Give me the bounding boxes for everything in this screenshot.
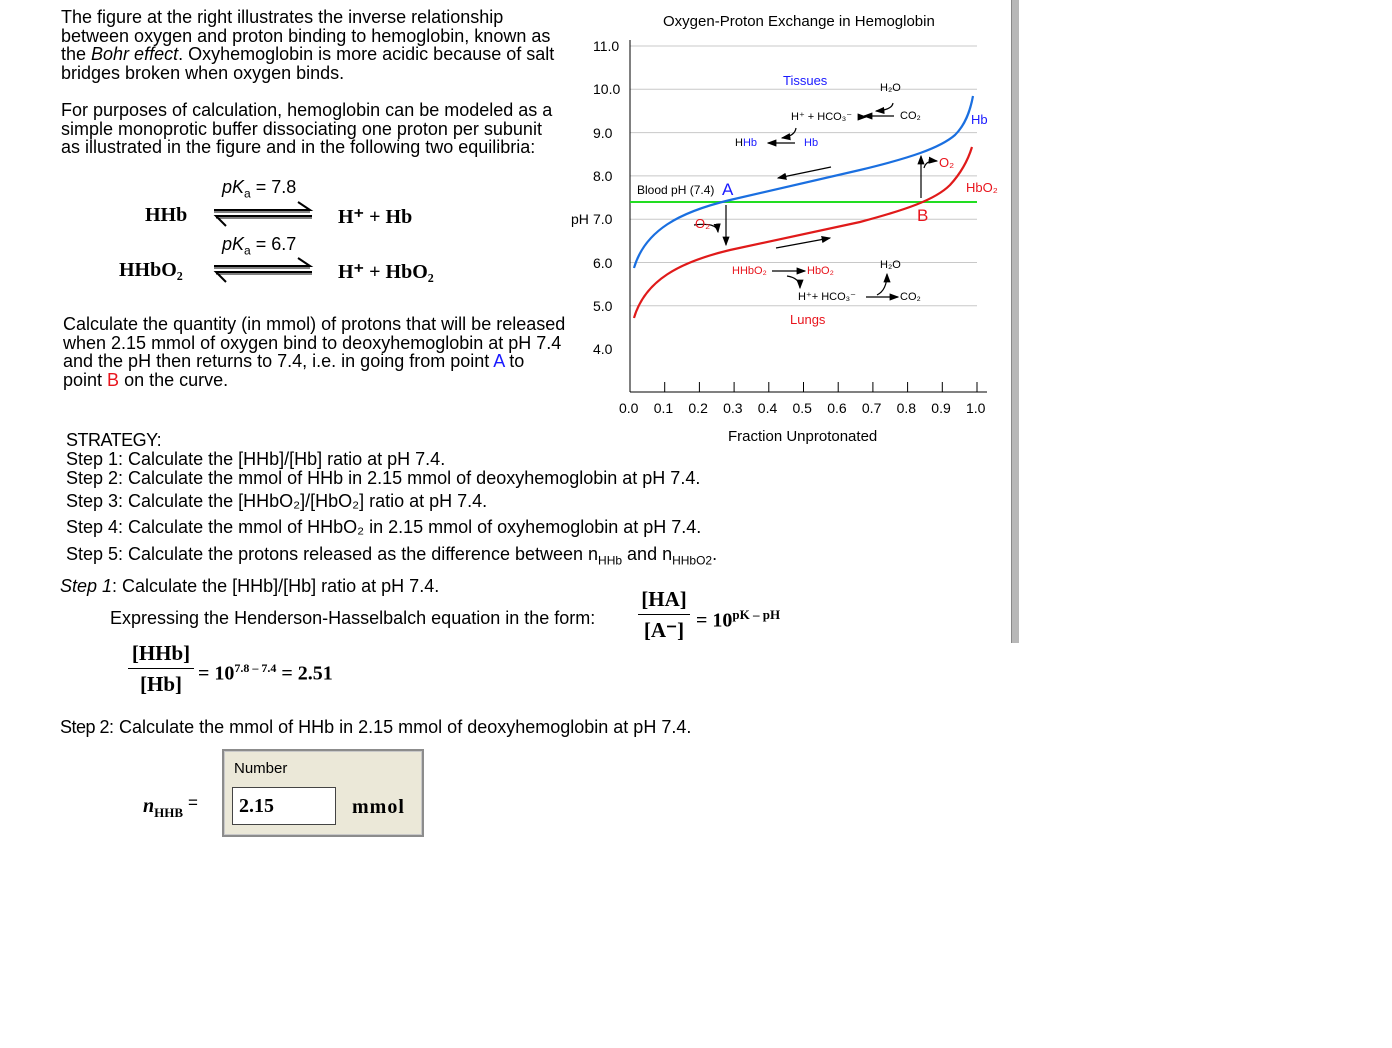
o2-label: O₂	[939, 155, 955, 170]
o2-label: O₂	[695, 216, 711, 231]
strategy-step: Step 2: Calculate the mmol of HHb in 2.15 mmol of deoxyhemoglobin at pH 7.4.	[66, 468, 701, 488]
x-tick-label: 1.0	[966, 400, 986, 416]
text-line: For purposes of calculation, hemoglobin can be modeled as a	[61, 100, 553, 120]
chem-label: H⁺+ HCO₃⁻	[798, 291, 856, 303]
y-axis-label: pH	[571, 211, 589, 227]
chem-label: H₂O	[880, 259, 901, 271]
ratio-fraction	[128, 641, 194, 697]
t: HHbO2	[672, 553, 713, 568]
point-b-label: B	[917, 206, 929, 225]
t: HHb	[598, 553, 623, 568]
point-a-ref: A	[493, 351, 505, 371]
x-tick-label: 0.5	[792, 400, 812, 416]
t: Step 1	[60, 576, 113, 596]
y-tick-label: 4.0	[593, 341, 613, 358]
strategy-heading: STRATEGY:	[66, 430, 162, 450]
hh-fraction	[638, 587, 690, 643]
vertical-scrollbar[interactable]	[1011, 0, 1019, 643]
chem-label: HbO₂	[807, 265, 834, 277]
t: a	[244, 186, 251, 201]
t: 7.8 – 7.4	[234, 661, 277, 675]
number-label: Number	[234, 760, 288, 777]
text-line: between oxygen and proton binding to hemoglobin, known as	[61, 25, 551, 46]
t: HHB	[154, 805, 184, 820]
x-tick-label: 0.6	[827, 400, 847, 416]
y-tick-label: 5.0	[593, 297, 613, 314]
step2-heading	[60, 718, 691, 737]
equilibrium-1-right: H⁺ + Hb	[338, 206, 413, 228]
t: = 10	[696, 609, 733, 632]
x-tick-label: 0.1	[653, 400, 674, 416]
ratio-result	[198, 661, 333, 686]
t: a	[244, 243, 251, 258]
text-line: as illustrated in the figure and in the following two equilibria:	[61, 137, 536, 157]
x-ticks	[630, 382, 977, 392]
chem-label: HHb	[735, 137, 758, 149]
t: = 7.8	[250, 177, 297, 197]
text-line: Calculate the quantity (in mmol) of protons that will be released	[63, 314, 566, 334]
chart-title: Oxygen-Proton Exchange in Hemoglobin	[663, 13, 935, 30]
text-line: The figure at the right illustrates the inverse relationship	[61, 7, 504, 27]
strategy-step: Step 3: Calculate the [HHbO₂]/[HbO₂] ratio at pH 7.4.	[66, 490, 488, 511]
t: . Oxyhemoglobin is more acidic because of salt	[178, 44, 555, 64]
hbo2-curve-label: HbO₂	[966, 180, 998, 195]
step1-heading	[60, 577, 439, 596]
lungs-label: Lungs	[790, 312, 826, 327]
t: to	[504, 351, 525, 371]
answer-box	[222, 749, 424, 837]
y-tick-label: 11.0	[593, 38, 620, 54]
x-tick-label: 0.3	[723, 400, 743, 416]
x-tick-label: 0.4	[757, 400, 778, 416]
t: .	[712, 543, 718, 564]
x-tick-label: 0.2	[688, 400, 708, 416]
n-hhb-label	[143, 793, 198, 821]
t: point	[63, 369, 108, 390]
x-tick-label: 0.0	[619, 400, 639, 416]
equilibrium-2-left: HHbO₂	[119, 259, 183, 281]
y-tick-label: 8.0	[593, 167, 613, 184]
x-tick-label: 0.7	[861, 400, 882, 416]
chem-label: HHbO₂	[732, 265, 767, 277]
numerator: [HHb]	[131, 641, 191, 665]
y-tick-label: 9.0	[593, 124, 613, 141]
t: pK	[222, 234, 245, 254]
text-line: when 2.15 mmol of oxygen bind to deoxyhemoglobin at pH 7.4	[63, 332, 562, 353]
t: = 10	[198, 662, 235, 685]
t: n	[143, 795, 155, 817]
t: and the pH then returns to 7.4, i.e. in going from point	[63, 351, 494, 371]
denominator: [A⁻]	[638, 614, 690, 643]
t: pK – pH	[732, 607, 781, 622]
t: the	[61, 44, 92, 64]
text-line: bridges broken when oxygen binds.	[61, 62, 345, 83]
chem-label: Hb	[804, 137, 819, 149]
t: Step 5: Calculate the protons released as the difference between n	[66, 543, 599, 564]
t: : Calculate the mmol of HHb in 2.15 mmol of deoxyhemoglobin at pH 7.4.	[109, 717, 692, 737]
bohr-effect-term: Bohr effect	[91, 44, 179, 64]
y-tick-label: 10.0	[593, 81, 621, 98]
x-axis-label: Fraction Unprotonated	[728, 428, 878, 445]
t: and n	[622, 543, 673, 564]
strategy-step: Step 1: Calculate the [HHb]/[Hb] ratio at pH 7.4.	[66, 448, 446, 469]
ph-chart	[0, 0, 1010, 400]
t: =	[188, 793, 198, 812]
hh-rhs	[696, 607, 780, 633]
strategy-section	[66, 431, 717, 570]
chem-label: CO₂	[900, 291, 921, 303]
t: = 6.7	[250, 234, 297, 254]
chem-label: CO₂	[900, 110, 921, 122]
t: = 2.51	[281, 662, 333, 685]
strategy-step: Step 4: Calculate the mmol of HHbO₂ in 2.15 mmol of oxyhemoglobin at pH 7.4.	[66, 517, 702, 537]
t: on the curve.	[119, 369, 229, 390]
chem-label: H⁺ + HCO₃⁻	[791, 111, 853, 123]
chem-label: H₂O	[880, 82, 901, 94]
t: Hb	[742, 137, 758, 149]
answer-input[interactable]	[232, 787, 336, 825]
x-tick-label: 0.9	[931, 400, 951, 416]
x-tick-label: 0.8	[896, 400, 917, 416]
equilibrium-2-right: H⁺ + HbO₂	[338, 261, 434, 283]
unit-label: mmol	[352, 796, 405, 818]
y-tick-label: 6.0	[593, 254, 613, 271]
t: Step 2	[60, 717, 110, 737]
point-b-ref: B	[107, 369, 120, 390]
hb-curve-label: Hb	[971, 112, 988, 127]
blood-ph-label: Blood pH (7.4)	[637, 183, 715, 197]
strategy-step	[66, 545, 717, 570]
tissues-label: Tissues	[783, 73, 828, 88]
hh-text: Expressing the Henderson-Hasselbalch equation in the form:	[110, 608, 596, 628]
numerator: [HA]	[641, 587, 687, 611]
y-tick-label: 7.0	[593, 211, 613, 228]
point-a-label: A	[722, 180, 734, 199]
t: pK	[222, 177, 245, 197]
equilibrium-1-left: HHb	[145, 204, 188, 226]
t: : Calculate the [HHb]/[Hb] ratio at pH 7.4.	[112, 576, 440, 596]
text-line: simple monoprotic buffer dissociating one proton per subunit	[61, 118, 542, 139]
denominator: [Hb]	[128, 668, 194, 697]
